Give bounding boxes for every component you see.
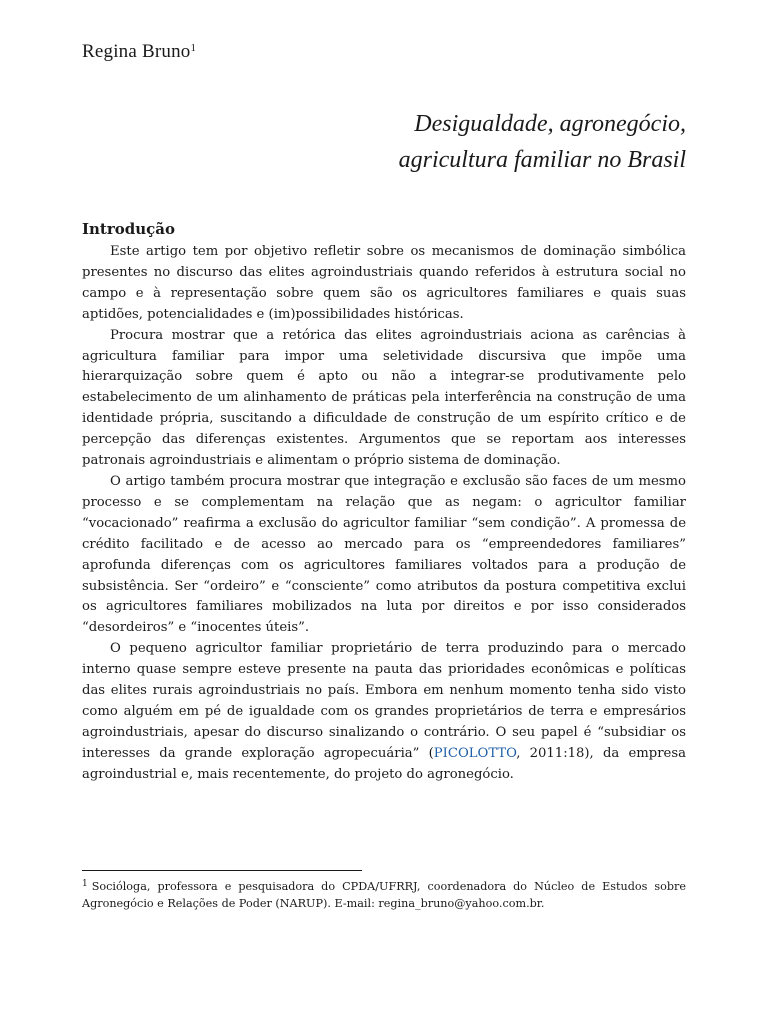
document-page (82, 0, 686, 1024)
citation-link[interactable]: PICOLOTTO (433, 745, 517, 761)
paragraph-2: Procura mostrar que a retórica das elites agroindustriais aciona as carências à agricultura familiar para impor uma seletividade discursiva que impõe uma hierarquização sobre quem é apto ou não a integrar-se produtivamente pelo estabelecimento de um alinhamento de práticas pela interferência na construção de uma identidade própria, suscitando a dificuldade de construção de um espírito crítico e de percepção das diferenças existentes. Argumentos que se reportam aos interesses patronais agroindustriais e alimentam o próprio sistema de dominação. (82, 327, 686, 469)
author-name: Regina Bruno (82, 41, 191, 62)
author-line (82, 40, 196, 64)
footnote-text: Socióloga, professora e pesquisadora do CPDA/UFRRJ, coordenadora do Núcleo de Estudos sobre Agronegócio e Relações de Poder (NARUP). E-mail: regina_bruno@yahoo.com.br. (82, 880, 686, 910)
footnote-marker: 1 (82, 879, 88, 889)
paragraph-4-text-after: , 2011:18), da empresa agroindustrial e, mais recentemente, do projeto do agronegócio. (82, 745, 686, 782)
title-line-1: Desigualdade, agronegócio, (414, 111, 686, 137)
paragraph-3: O artigo também procura mostrar que integração e exclusão são faces de um mesmo processo e se complementam na relação que as negam: o agricultor familiar “vocacionado” reafirma a exclusão do agricultor familiar “sem condição”. A promessa de crédito facilitado e de acesso ao mercado para os “empreendedores familiares” aprofunda diferenças com os agricultores familiares voltados para a produção de subsistência. Ser “ordeiro” e “consciente” como atributos da postura competitiva exclui os agricultores familiares mobilizados na luta por direitos e por isso considerados “desordeiros” e “inocentes úteis”. (82, 473, 686, 636)
paragraph-1: Este artigo tem por objetivo refletir sobre os mecanismos de dominação simbólica presentes no discurso das elites agroindustriais quando referidos à estrutura social no campo e à representação sobre quem são os agricultores familiares e quais suas aptidões, potencialidades e (im)possibilidades históricas. (82, 244, 686, 322)
paragraph-4 (82, 639, 686, 785)
section-heading: Introdução (82, 220, 176, 238)
article-title (226, 106, 686, 178)
body-text (82, 242, 686, 786)
author-footnote-marker: 1 (190, 42, 197, 54)
footnote (82, 878, 686, 912)
paragraph-4-text-before: O pequeno agricultor familiar proprietário de terra produzindo para o mercado interno quase sempre esteve presente na pauta das prioridades econômicas e políticas das elites rurais agroindustriais no país. Embora em nenhum momento tenha sido visto como alguém em pé de igualdade com os grandes proprietários de terra e empresários agroindustriais, apesar do discurso sinalizando o contrário. O seu papel é “subsidiar os interesses da grande exploração agropecuária” ( (82, 641, 686, 761)
title-line-2: agricultura familiar no Brasil (398, 147, 686, 173)
footnote-divider (82, 870, 362, 871)
